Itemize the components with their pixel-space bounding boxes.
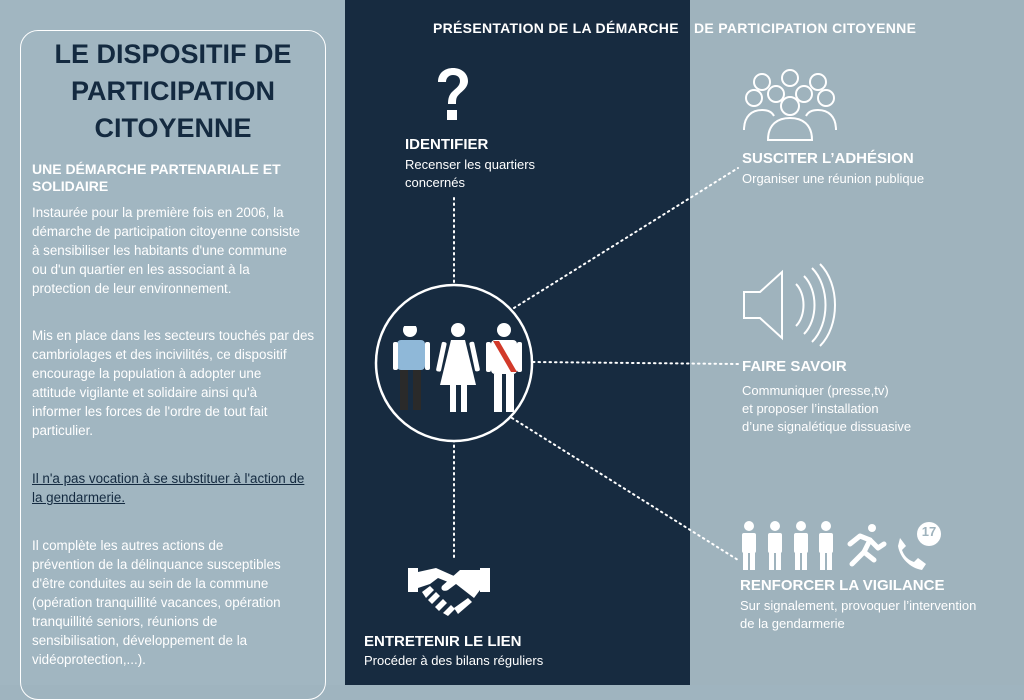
connector-faire-savoir xyxy=(533,362,738,364)
step-desc-line: Procéder à des bilans réguliers xyxy=(364,653,544,668)
step-renforcer-desc xyxy=(740,597,976,633)
subtitle-line: SOLIDAIRE xyxy=(32,178,109,194)
step-faire-savoir-title: FAIRE SAVOIR xyxy=(742,358,847,375)
runner-icon xyxy=(850,524,884,564)
step-identifier-title: IDENTIFIER xyxy=(405,136,489,153)
step-desc-line: Communiquer (presse,tv) xyxy=(742,383,889,398)
subtitle-line: UNE DÉMARCHE PARTENARIALE ET xyxy=(32,161,281,177)
paragraph-line: ou d'un quartier en les associant à la xyxy=(32,262,250,277)
paragraph-line: informer les forces de l'ordre de tout fait xyxy=(32,404,268,419)
paragraph-line: (opération tranquillité vacances, opération xyxy=(32,595,281,610)
emergency-number-badge: 17 xyxy=(921,524,937,539)
connector-susciter xyxy=(514,168,738,308)
paragraph-line: démarche de participation citoyenne consiste xyxy=(32,224,300,239)
paragraph-line: attitude vigilante et solidaire ainsi qu'à xyxy=(32,385,258,400)
step-identifier-desc xyxy=(405,156,535,192)
paragraph-line: prévention de la délinquance susceptibles xyxy=(32,557,281,572)
step-entretenir-desc xyxy=(364,652,543,670)
step-desc-line: concernés xyxy=(405,175,465,190)
paragraph-line: protection de leur environnement. xyxy=(32,281,232,296)
step-desc-line: Recenser les quartiers xyxy=(405,157,536,172)
person-icon xyxy=(768,521,782,570)
paragraph-line: Mis en place dans les secteurs touchés par des xyxy=(32,328,315,343)
question-mark-icon xyxy=(430,66,474,124)
main-title-line: LE DISPOSITIF DE xyxy=(54,39,292,69)
handshake-icon xyxy=(408,562,490,620)
paragraph-line: d'être conduites au sein de la commune xyxy=(32,576,269,591)
step-faire-savoir-desc xyxy=(742,382,911,436)
paragraph-line: tranquillité seniors, réunions de xyxy=(32,614,218,629)
paragraph-line: cambriolages et des incivilités, ce dispositif xyxy=(32,347,287,362)
connector-renforcer xyxy=(512,418,738,560)
step-susciter-desc xyxy=(742,170,924,188)
paragraph-line: Instaurée pour la première fois en 2006, la xyxy=(32,205,284,220)
header-title-right: DE PARTICIPATION CITOYENNE xyxy=(694,20,917,36)
paragraph-line: particulier. xyxy=(32,423,94,438)
main-title-line: CITOYENNE xyxy=(94,113,252,143)
person-icon xyxy=(742,521,756,570)
step-susciter-title: SUSCITER L’ADHÉSION xyxy=(742,150,914,167)
paragraph-line: Il complète les autres actions de xyxy=(32,538,224,553)
paragraph-line: la gendarmerie. xyxy=(32,490,126,505)
paragraph-line: Il n'a pas vocation à se substituer à l'action de xyxy=(32,471,305,486)
people-phone-icon xyxy=(740,520,944,572)
speaker-icon xyxy=(740,262,840,348)
person-icon xyxy=(819,521,833,570)
paragraph-line: sensibilisation, développement de la xyxy=(32,633,248,648)
person-icon xyxy=(794,521,808,570)
paragraph-line: encourage la population à adopter une xyxy=(32,366,262,381)
crowd-icon xyxy=(742,68,838,142)
step-desc-line: de la gendarmerie xyxy=(740,616,845,631)
step-desc-line: Sur signalement, provoquer l’intervention xyxy=(740,598,977,613)
step-renforcer-title: RENFORCER LA VIGILANCE xyxy=(740,577,945,594)
paragraph-line: à sensibiliser les habitants d'une commune xyxy=(32,243,287,258)
step-desc-line: d’une signalétique dissuasive xyxy=(742,419,912,434)
step-desc-line: Organiser une réunion publique xyxy=(742,171,925,186)
header-title-left: PRÉSENTATION DE LA DÉMARCHE xyxy=(433,20,679,36)
paragraph-line: vidéoprotection,...). xyxy=(32,652,146,667)
step-desc-line: et proposer l’installation xyxy=(742,401,879,416)
main-title-line: PARTICIPATION xyxy=(71,76,275,106)
step-entretenir-title: ENTRETENIR LE LIEN xyxy=(364,633,522,650)
